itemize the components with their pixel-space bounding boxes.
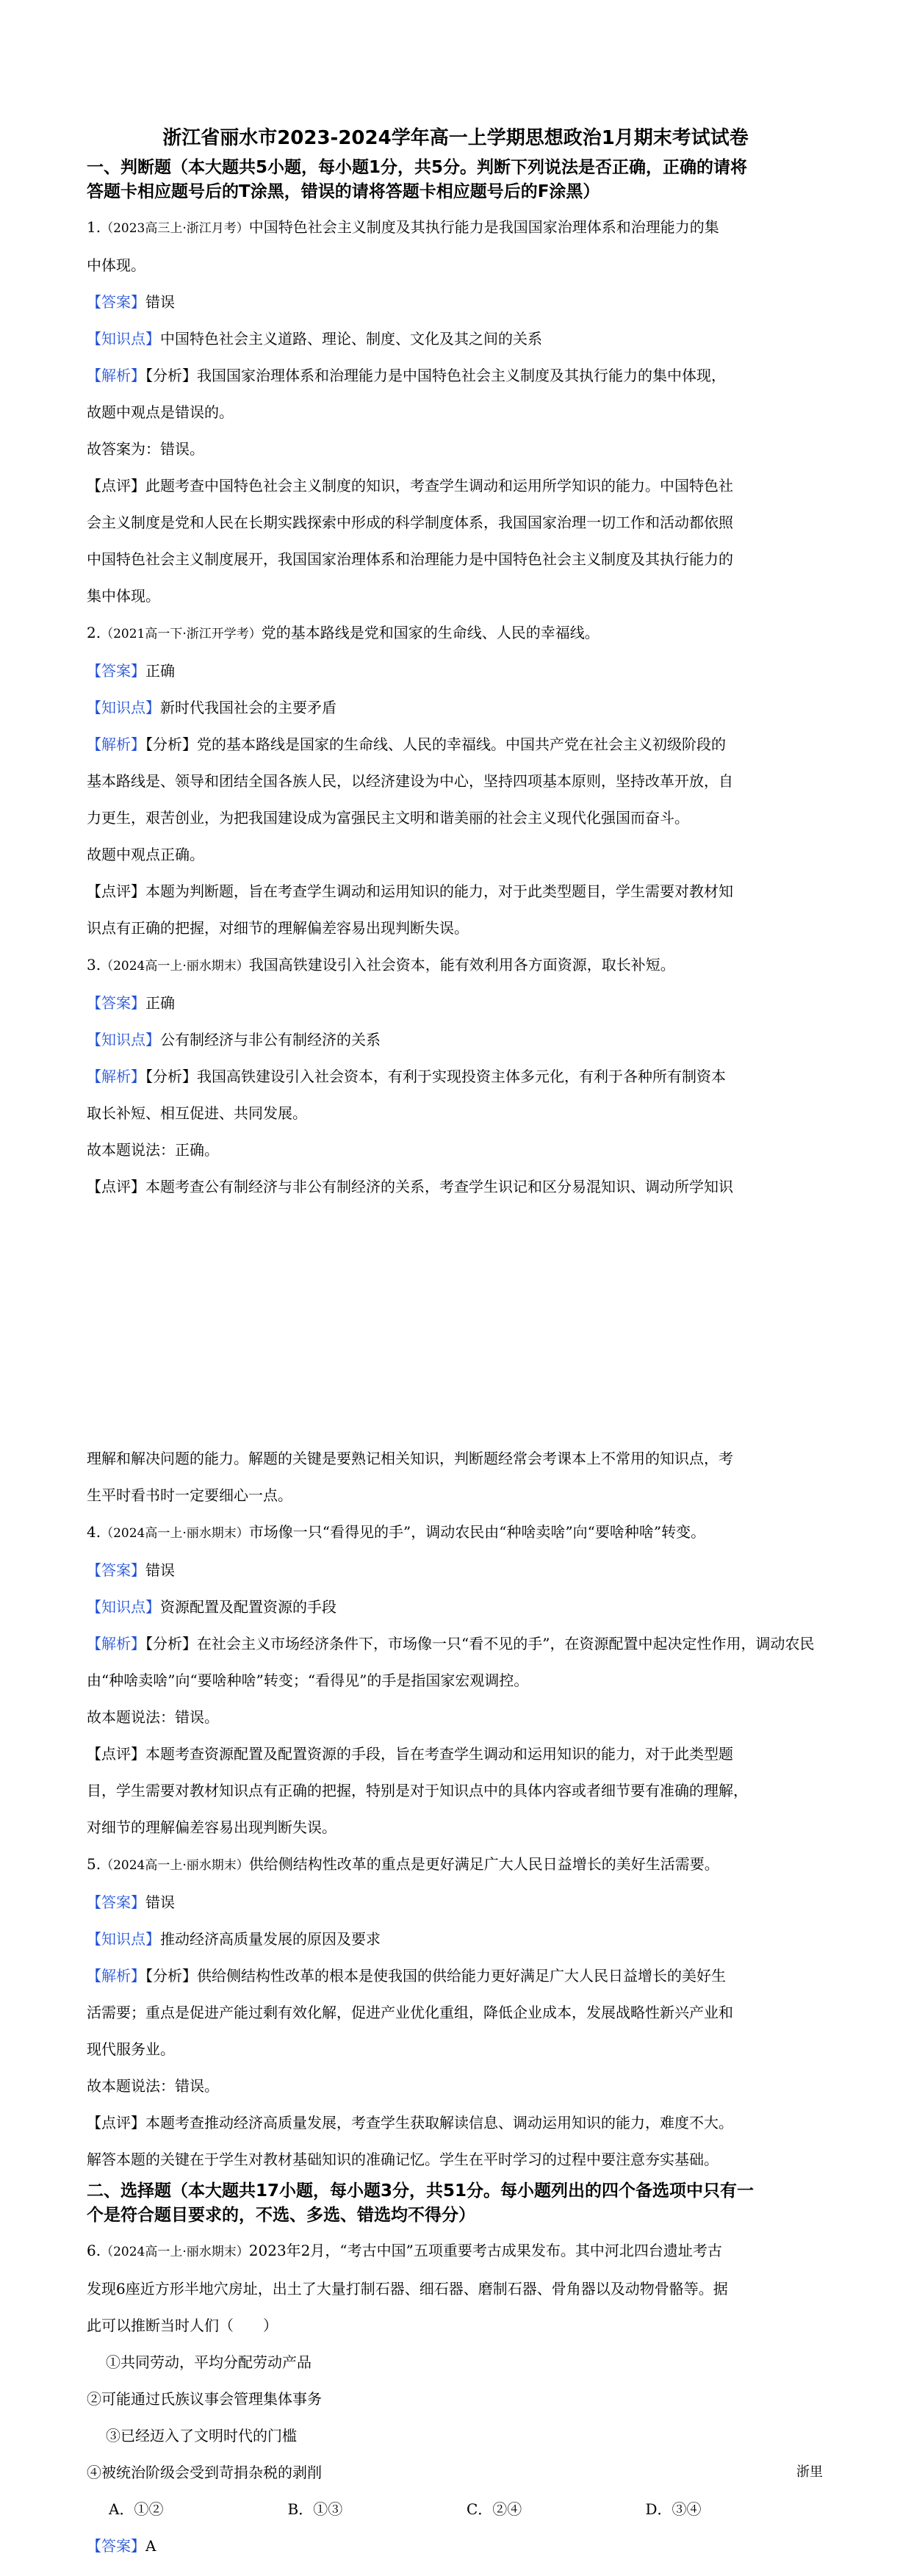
comment-line: 【点评】本题为判断题，旨在考查学生调动和运用知识的能力，对于此类型题目，学生需要对教材知 bbox=[87, 882, 733, 900]
answer-line: 【答案】错误 bbox=[87, 293, 175, 311]
answer-line: 【答案】正确 bbox=[87, 662, 175, 680]
analysis-line: 【解析】【分析】党的基本路线是国家的生命线、人民的幸福线。中国共产党在社会主义初级阶段的 bbox=[87, 735, 726, 753]
question-3: 3.（2024高一上·丽水期末）我国高铁建设引入社会资本，能有效利用各方面资源，取长补短。 【答案】正确 【知识点】公有制经济与非公有制经济的关系 【解析】【分析】我国高铁建设引入社会资本，有利于实现投资主体多元化，有利于各种所有制资本 取长补短、相互促进、共同发展。 故本题说法：正确。 【点评】本题考查公有制经济与非公有制经济的关系，考查学生识记和区分易混知识、调动所学知识 理解和解决问题的能力。解题的关键是要熟记相关知识，判断题经常会考课本上不常用的知识点，考 生平时看书时一定要细心一点。 bbox=[87, 946, 824, 1514]
option-4: ④被统治阶级会受到苛捐杂税的剥削 bbox=[87, 2464, 322, 2481]
answer-line: 【答案】正确 bbox=[87, 994, 175, 1012]
analysis-line: 【解析】【分析】供给侧结构性改革的根本是使我国的供给能力更好满足广大人民日益增长的美好生 bbox=[87, 1967, 726, 1985]
choice-a: A．①② bbox=[109, 2500, 164, 2518]
answer-line: 【答案】错误 bbox=[87, 1893, 175, 1911]
comment-line: 【点评】本题考查资源配置及配置资源的手段，旨在考查学生调动和运用知识的能力，对于此类型题 bbox=[87, 1745, 733, 1763]
choice-d: D．③④ bbox=[645, 2500, 702, 2518]
comment-line: 【点评】此题考查中国特色社会主义制度的知识，考查学生调动和运用所学知识的能力。中国特色社 bbox=[87, 477, 733, 494]
option-3: ③已经迈入了文明时代的门槛 bbox=[106, 2427, 297, 2444]
comment-line: 【点评】本题考查公有制经济与非公有制经济的关系，考查学生识记和区分易混知识、调动所学知识 bbox=[87, 1178, 733, 1195]
choice-c: C．②④ bbox=[467, 2500, 522, 2518]
analysis-line: 【解析】【分析】在社会主义市场经济条件下，市场像一只“看不见的手”，在资源配置中起决定性作用，调动农民 bbox=[87, 1635, 815, 1652]
analysis-line: 【解析】【分析】我国高铁建设引入社会资本，有利于实现投资主体多元化，有利于各种所有制资本 bbox=[87, 1068, 726, 1085]
answer-line: 【答案】错误 bbox=[87, 1561, 175, 1579]
comment-line: 【点评】本题考查推动经济高质量发展，考查学生获取解读信息、调动运用知识的能力，难度不大。 bbox=[87, 2114, 733, 2131]
question-1: 1.（2023高三上·浙江月考）中国特色社会主义制度及其执行能力是我国国家治理体系和治理能力的集 中体现。 【答案】错误 【知识点】中国特色社会主义道路、理论、制度、文化及其之间的关系 【解析】【分析】我国国家治理体系和治理能力是中国特色社会主义制度及其执行能力的集中体现， 故题中观点是错误的。 故答案为：错误。 【点评】此题考查中国特色社会主义制度的知识，考查学生调动和运用所学知识的能力。中国特色社 会主义制度是党和人民在长期实践探索中形成的科学制度体系，我国国家治理一切工作和活动都依照 中国特色社会主义制度展开，我国国家治理体系和治理能力是中国特色社会主义制度及其执行能力的 集中体现。 bbox=[87, 209, 824, 614]
page-title: 浙江省丽水市2023-2024学年高一上学期思想政治1月期末考试试卷 bbox=[162, 127, 749, 149]
question-6: 6.（2024高一上·丽水期末）2023年2月，“考古中国”五项重要考古成果发布。其中河北四台遗址考古 发现6座近方形半地穴房址，出土了大量打制石器、细石器、磨制石器、骨角器以及动物骨骼等。据 此可以推断当时人们（ ） ①共同劳动，平均分配劳动产品 ②可能通过氏族议事会管理集体事务 ③已经迈入了文明时代的门槛 ④被统治阶级会受到苛捐杂税的剥削 A．①② B．①③ C．②④ D．③④ 【答案】A bbox=[87, 2232, 824, 2564]
answer-choices bbox=[87, 2491, 824, 2528]
page-footer: 浙里 bbox=[796, 2464, 823, 2480]
question-4: 4.（2024高一上·丽水期末）市场像一只“看得见的手”，调动农民由“种啥卖啥”向“要啥种啥”转变。 【答案】错误 【知识点】资源配置及配置资源的手段 【解析】【分析】在社会主义市场经济条件下，市场像一只“看不见的手”，在资源配置中起决定性作用，调动农民 由“种啥卖啥”向“要啥种啥”转变；“看得见”的手是指国家宏观调控。 故本题说法：错误。 【点评】本题考查资源配置及配置资源的手段，旨在考查学生调动和运用知识的能力，对于此类型题 目，学生需要对教材知识点有正确的把握，特别是对于知识点中的具体内容或者细节要有准确的理解， 对细节的理解偏差容易出现判断失误。 bbox=[87, 1514, 824, 1846]
question-2: 2.（2021高一下·浙江开学考）党的基本路线是党和国家的生命线、人民的幸福线。 【答案】正确 【知识点】新时代我国社会的主要矛盾 【解析】【分析】党的基本路线是国家的生命线、人民的幸福线。中国共产党在社会主义初级阶段的 基本路线是、领导和团结全国各族人民，以经济建设为中心，坚持四项基本原则，坚持改革开放，自 力更生，艰苦创业，为把我国建设成为富强民主文明和谐美丽的社会主义现代化强国而奋斗。 故题中观点正确。 【点评】本题为判断题，旨在考查学生调动和运用知识的能力，对于此类型题目，学生需要对教材知 识点有正确的把握，对细节的理解偏差容易出现判断失误。 bbox=[87, 614, 824, 946]
answer-line: 【答案】A bbox=[87, 2537, 156, 2555]
knowledge-line: 【知识点】公有制经济与非公有制经济的关系 bbox=[87, 1031, 381, 1048]
section-1-heading: 一、判断题（本大题共5小题，每小题1分，共5分。判断下列说法是否正确，正确的请将 答题卡相应题号后的T涂黑，错误的请将答题卡相应题号后的F涂黑） bbox=[87, 158, 748, 201]
choice-b: B．①③ bbox=[287, 2500, 343, 2518]
option-1: ①共同劳动，平均分配劳动产品 bbox=[106, 2353, 312, 2371]
knowledge-line: 【知识点】中国特色社会主义道路、理论、制度、文化及其之间的关系 bbox=[87, 330, 542, 348]
option-2: ②可能通过氏族议事会管理集体事务 bbox=[87, 2390, 322, 2408]
question-5: 5.（2024高一上·丽水期末）供给侧结构性改革的重点是更好满足广大人民日益增长的美好生活需要。 【答案】错误 【知识点】推动经济高质量发展的原因及要求 【解析】【分析】供给侧结构性改革的根本是使我国的供给能力更好满足广大人民日益增长的美好生 活需要；重点是促进产能过剩有效化解，促进产业优化重组，降低企业成本，发展战略性新兴产业和 现代服务业。 故本题说法：错误。 【点评】本题考查推动经济高质量发展，考查学生获取解读信息、调动运用知识的能力，难度不大。 解答本题的关键在于学生对教材基础知识的准确记忆。学生在平时学习的过程中要注意夯实基础。 bbox=[87, 1846, 824, 2178]
knowledge-line: 【知识点】资源配置及配置资源的手段 bbox=[87, 1598, 336, 1616]
knowledge-line: 【知识点】新时代我国社会的主要矛盾 bbox=[87, 699, 336, 716]
knowledge-line: 【知识点】推动经济高质量发展的原因及要求 bbox=[87, 1930, 381, 1948]
analysis-line: 【解析】【分析】我国国家治理体系和治理能力是中国特色社会主义制度及其执行能力的集中体现， bbox=[87, 367, 726, 384]
page-break-gap bbox=[87, 1205, 824, 1440]
section-2-heading: 二、选择题（本大题共17小题，每小题3分，共51分。每小题列出的四个备选项中只有一 个是符合题目要求的，不选、多选、错选均不得分） bbox=[87, 2181, 755, 2225]
